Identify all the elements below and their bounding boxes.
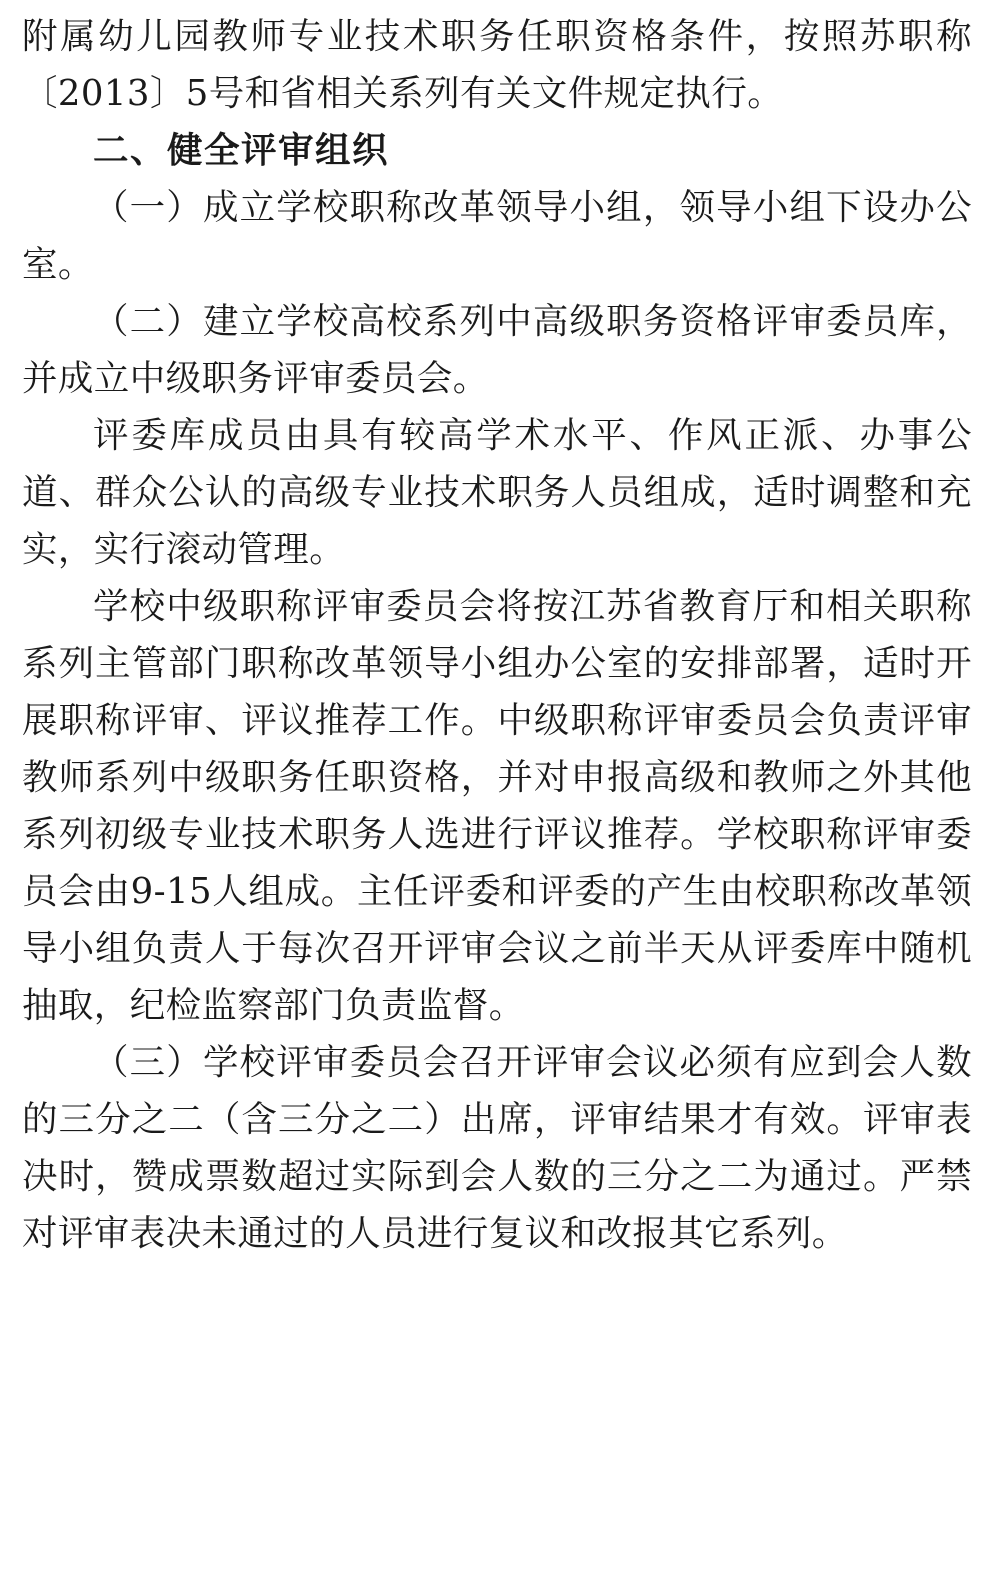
committee-members-paragraph: 评委库成员由具有较高学术水平、作风正派、办事公道、群众公认的高级专业技术职务人员组成，适时调整和充实，实行滚动管理。	[22, 415, 972, 570]
section-heading-2: 二、健全评审组织	[93, 130, 390, 171]
list-item-one: （一）成立学校职称改革领导小组，领导小组下设办公室。	[22, 187, 972, 285]
document-body	[22, 8, 972, 1262]
continuation-paragraph: 附属幼儿园教师专业技术职务任职资格条件，按照苏职称〔2013〕5号和省相关系列有关文件规定执行。	[22, 16, 972, 114]
committee-duties-paragraph: 学校中级职称评审委员会将按江苏省教育厅和相关职称系列主管部门职称改革领导小组办公室的安排部署，适时开展职称评审、评议推荐工作。中级职称评审委员会负责评审教师系列中级职务任职资格，并对申报高级和教师之外其他系列初级专业技术职务人选进行评议推荐。学校职称评审委员会由9-15人组成。主任评委和评委的产生由校职称改革领导小组负责人于每次召开评审会议之前半天从评委库中随机抽取，纪检监察部门负责监督。	[22, 586, 972, 1026]
list-item-three: （三）学校评审委员会召开评审会议必须有应到会人数的三分之二（含三分之二）出席，评审结果才有效。评审表决时，赞成票数超过实际到会人数的三分之二为通过。严禁对评审表决未通过的人员进行复议和改报其它系列。	[22, 1042, 972, 1254]
list-item-two: （二）建立学校高校系列中高级职务资格评审委员库，并成立中级职务评审委员会。	[22, 301, 972, 399]
